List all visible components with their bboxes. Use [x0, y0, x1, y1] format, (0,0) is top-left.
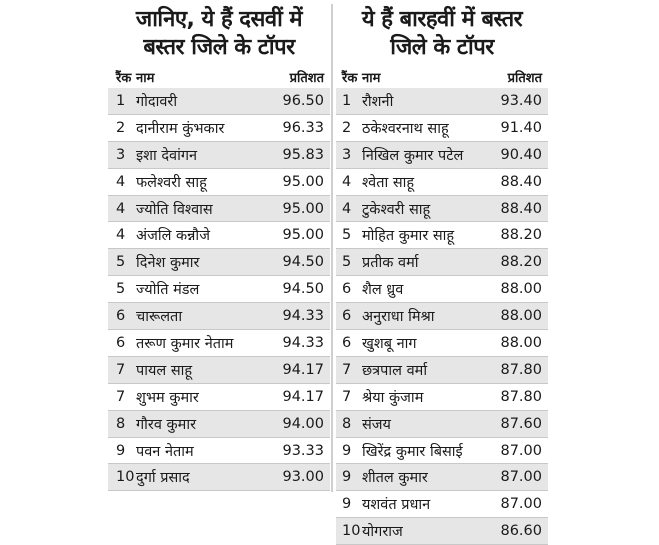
table-row [336, 518, 548, 545]
table-row [336, 357, 548, 384]
class12-toppers-table [336, 0, 548, 545]
rank-cell: 6 [116, 308, 126, 325]
percent-cell: 95.83 [282, 146, 324, 163]
table-row [336, 249, 548, 276]
name-cell: शीतल कुमार [362, 470, 428, 487]
percent-cell: 93.33 [282, 442, 324, 459]
percent-cell: 88.00 [500, 281, 542, 298]
rank-cell: 4 [342, 173, 352, 190]
percent-cell: 86.60 [500, 523, 542, 540]
name-cell: दानीराम कुंभकार [136, 120, 225, 137]
class12-title-line1: ये हैं बारहवीं में बस्तर [361, 7, 523, 32]
rank-cell: 9 [342, 469, 352, 486]
rank-cell: 2 [342, 119, 352, 136]
name-cell: खिरेंद्र कुमार बिसाई [362, 443, 463, 460]
percent-cell: 87.80 [500, 388, 542, 405]
name-cell: निखिल कुमार पटेल [362, 147, 464, 164]
rank-cell: 4 [342, 200, 352, 217]
rank-cell: 9 [342, 442, 352, 459]
rank-cell: 1 [116, 92, 126, 109]
name-header: नाम [136, 71, 155, 86]
rank-cell: 7 [116, 388, 126, 405]
percent-header: प्रतिशत [507, 71, 542, 86]
rank-cell: 2 [116, 119, 126, 136]
percent-cell: 95.00 [282, 173, 324, 190]
percent-cell: 94.50 [282, 281, 324, 298]
percent-cell: 91.40 [500, 119, 542, 136]
table-row [336, 464, 548, 491]
rank-cell: 6 [342, 334, 352, 351]
name-cell: श्रेया कुंजाम [362, 389, 424, 406]
percent-cell: 88.00 [500, 334, 542, 351]
percent-cell: 94.50 [282, 254, 324, 271]
rank-cell: 7 [342, 388, 352, 405]
class10-title-line2: बस्तर जिले के टॉपर [143, 35, 295, 60]
class12-title [336, 0, 548, 64]
table-row [336, 196, 548, 223]
table-row [336, 303, 548, 330]
rank-cell: 8 [116, 415, 126, 432]
table-row [108, 438, 330, 465]
percent-cell: 94.33 [282, 308, 324, 325]
name-cell: पवन नेताम [136, 443, 194, 460]
name-cell: रौशनी [362, 93, 394, 110]
name-cell: दुर्गा प्रसाद [136, 470, 190, 487]
name-cell: पायल साहू [136, 362, 193, 379]
table-row [336, 438, 548, 465]
table-row [108, 276, 330, 303]
table-row [336, 169, 548, 196]
name-cell: दिनेश कुमार [136, 255, 200, 272]
rank-cell: 4 [116, 227, 126, 244]
rank-cell: 5 [116, 281, 126, 298]
rank-cell: 5 [116, 254, 126, 271]
name-cell: टुकेश्वरी साहू [362, 201, 431, 218]
rank-cell: 5 [342, 227, 352, 244]
rank-cell: 8 [342, 415, 352, 432]
name-cell: छत्रपाल वर्मा [362, 362, 428, 379]
table-row [336, 491, 548, 518]
class10-rows [108, 88, 330, 491]
rank-header: रैंक [116, 71, 132, 86]
rank-cell: 9 [342, 496, 352, 513]
percent-cell: 93.00 [282, 469, 324, 486]
rank-cell: 7 [116, 361, 126, 378]
table-row [108, 88, 330, 115]
rank-cell: 4 [116, 200, 126, 217]
percent-cell: 87.60 [500, 415, 542, 432]
name-cell: गोदावरी [136, 93, 178, 110]
name-header: नाम [362, 71, 381, 86]
name-cell: फलेश्वरी साहू [136, 174, 207, 191]
name-cell: यशवंत प्रधान [362, 497, 431, 514]
class10-title-line1: जानिए, ये हैं दसवीं में [135, 7, 303, 32]
percent-cell: 96.50 [282, 92, 324, 109]
name-cell: योगराज [362, 524, 403, 541]
table-row [108, 169, 330, 196]
rank-cell: 1 [342, 92, 352, 109]
percent-cell: 88.40 [500, 200, 542, 217]
table-row [336, 276, 548, 303]
rank-header: रैंक [342, 71, 358, 86]
rank-cell: 3 [116, 146, 126, 163]
rank-cell: 6 [342, 308, 352, 325]
name-cell: प्रतीक वर्मा [362, 255, 419, 272]
name-cell: तरूण कुमार नेताम [136, 335, 234, 352]
class10-toppers-table [108, 0, 330, 491]
table-row [336, 88, 548, 115]
table-row [336, 330, 548, 357]
name-cell: मोहित कुमार साहू [362, 228, 455, 245]
table-row [336, 222, 548, 249]
name-cell: शुभम कुमार [136, 389, 199, 406]
rank-cell: 10 [342, 523, 361, 540]
percent-cell: 88.20 [500, 254, 542, 271]
name-cell: गौरव कुमार [136, 416, 197, 433]
rank-cell: 4 [116, 173, 126, 190]
table-row [108, 330, 330, 357]
name-cell: श्वेता साहू [362, 174, 415, 191]
percent-cell: 95.00 [282, 200, 324, 217]
name-cell: ज्योति विश्वास [136, 201, 213, 218]
table-row [336, 115, 548, 142]
rank-cell: 10 [116, 469, 135, 486]
name-cell: ज्योति मंडल [136, 282, 200, 299]
table-row [108, 196, 330, 223]
percent-cell: 88.40 [500, 173, 542, 190]
class12-title-line2: जिले के टॉपर [390, 35, 494, 60]
table-row [336, 384, 548, 411]
rank-cell: 7 [342, 361, 352, 378]
percent-cell: 87.00 [500, 496, 542, 513]
percent-cell: 87.00 [500, 442, 542, 459]
percent-cell: 94.17 [282, 388, 324, 405]
table-row [108, 384, 330, 411]
percent-cell: 93.40 [500, 92, 542, 109]
name-cell: शैल ध्रुव [362, 282, 404, 299]
rank-cell: 3 [342, 146, 352, 163]
class12-rows [336, 88, 548, 545]
rank-cell: 6 [342, 281, 352, 298]
table-row [108, 303, 330, 330]
percent-cell: 88.00 [500, 308, 542, 325]
name-cell: अंजलि कन्नौजे [136, 228, 210, 245]
rank-cell: 6 [116, 334, 126, 351]
rank-cell: 9 [116, 442, 126, 459]
percent-cell: 87.80 [500, 361, 542, 378]
percent-cell: 94.17 [282, 361, 324, 378]
table-row [108, 357, 330, 384]
percent-cell: 94.00 [282, 415, 324, 432]
name-cell: चारूलता [136, 309, 183, 326]
name-cell: अनुराधा मिश्रा [362, 309, 435, 326]
class12-table-header [336, 64, 548, 88]
name-cell: ठकेश्वरनाथ साहू [362, 120, 449, 137]
percent-cell: 88.20 [500, 227, 542, 244]
class10-table-header [108, 64, 330, 88]
percent-cell: 87.00 [500, 469, 542, 486]
table-row [108, 222, 330, 249]
table-row [108, 249, 330, 276]
class10-title [108, 0, 330, 64]
name-cell: खुशबू नाग [362, 335, 417, 352]
table-row [336, 142, 548, 169]
column-divider [331, 4, 333, 492]
table-row [108, 142, 330, 169]
name-cell: इशा देवांगन [136, 147, 198, 164]
table-row [108, 115, 330, 142]
percent-cell: 94.33 [282, 334, 324, 351]
table-row [108, 464, 330, 491]
rank-cell: 5 [342, 254, 352, 271]
percent-header: प्रतिशत [289, 71, 324, 86]
name-cell: संजय [362, 416, 391, 433]
table-row [336, 411, 548, 438]
percent-cell: 95.00 [282, 227, 324, 244]
percent-cell: 96.33 [282, 119, 324, 136]
percent-cell: 90.40 [500, 146, 542, 163]
table-row [108, 411, 330, 438]
